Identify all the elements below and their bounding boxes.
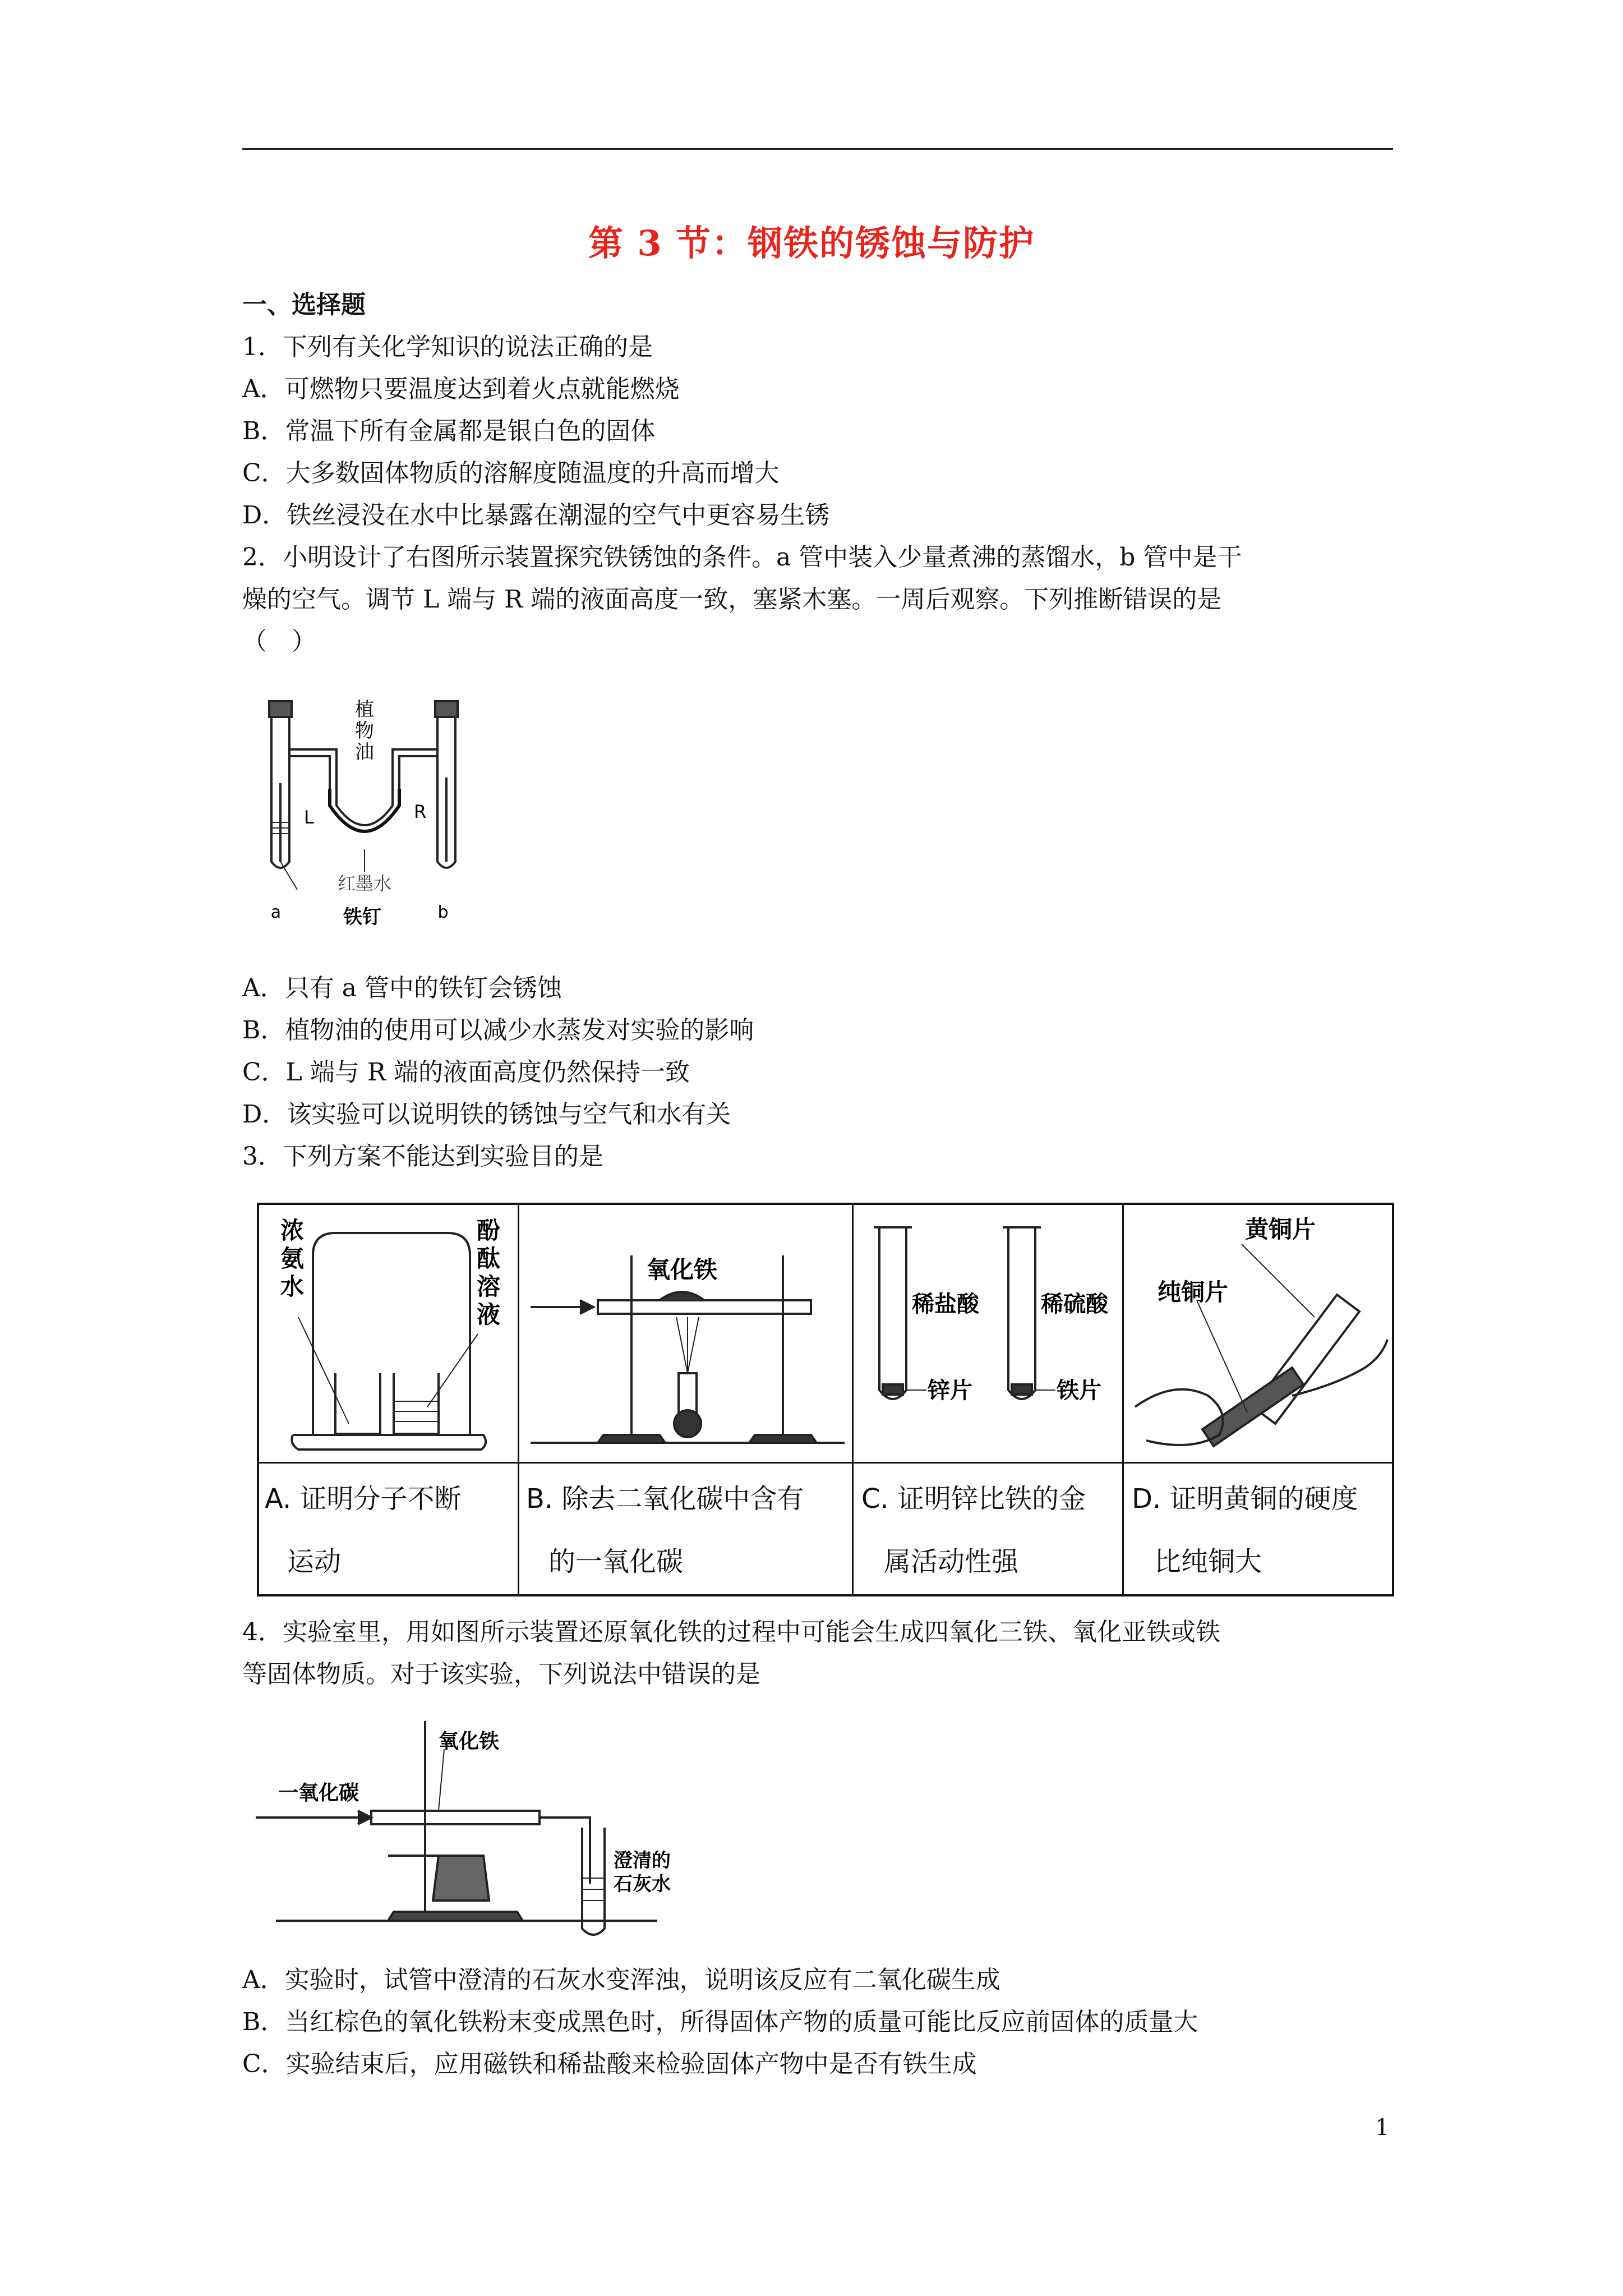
hcl-label: 稀盐酸 <box>912 1291 979 1317</box>
page-number: 1 <box>1375 2115 1390 2141</box>
oil-label-2: 物 <box>355 720 374 742</box>
panel-b-figure <box>519 1205 854 1462</box>
phenol-label-3: 溶 <box>477 1273 501 1300</box>
caption-a-line-2: 运动 <box>287 1546 342 1577</box>
phenol-label-1: 酚 <box>477 1217 501 1244</box>
caption-d-line-2: 比纯铜大 <box>1154 1546 1262 1577</box>
q2-option-c: C．L 端与 R 端的液面高度仍然保持一致 <box>242 1058 690 1087</box>
panel-d-figure <box>1124 1205 1394 1462</box>
oil-label-3: 油 <box>355 741 374 763</box>
caption-b-line-1: B. 除去二氧化碳中含有 <box>526 1483 804 1515</box>
ammonia-label-1: 浓 <box>280 1217 305 1244</box>
q4-option-a: A．实验时，试管中澄清的石灰水变浑浊，说明该反应有二氧化碳生成 <box>242 1966 1000 1994</box>
limewater-label-1: 澄清的 <box>614 1849 671 1872</box>
panel-c-figure <box>854 1205 1124 1462</box>
q1-option-d: D．铁丝浸没在水中比暴露在潮湿的空气中更容易生锈 <box>242 501 830 530</box>
q1-stem: 1．下列有关化学知识的说法正确的是 <box>242 333 653 361</box>
co-label: 一氧化碳 <box>278 1782 359 1805</box>
panel-a-figure <box>259 1205 519 1462</box>
q2-option-a: A．只有 a 管中的铁钉会锈蚀 <box>242 974 562 1002</box>
phenol-label-4: 液 <box>477 1301 501 1328</box>
header-rule <box>242 148 1393 150</box>
nail-label: 铁钉 <box>343 906 381 928</box>
tube-b-label: b <box>437 903 449 922</box>
section-heading: 一、选择题 <box>242 291 366 319</box>
h2so4-label: 稀硫酸 <box>1041 1291 1108 1317</box>
ferric-oxide-label: 氧化铁 <box>646 1256 718 1283</box>
oil-label-1: 植 <box>355 698 374 721</box>
u-tube-figure <box>252 693 488 940</box>
q1-option-b: B．常温下所有金属都是银白色的固体 <box>242 417 656 445</box>
q3-stem: 3．下列方案不能达到实验目的是 <box>242 1142 603 1171</box>
caption-c-line-1: C. 证明锌比铁的金 <box>861 1483 1086 1515</box>
q2-option-b: B．植物油的使用可以减少水蒸发对实验的影响 <box>242 1016 754 1045</box>
label-L: L <box>304 807 314 828</box>
limewater-label-2: 石灰水 <box>614 1873 671 1895</box>
zinc-label: 锌片 <box>928 1378 972 1404</box>
caption-d-line-1: D. 证明黄铜的硬度 <box>1132 1483 1358 1515</box>
q4-stem-line-1: 4．实验室里，用如图所示装置还原氧化铁的过程中可能会生成四氧化三铁、氧化亚铁或铁 <box>242 1618 1220 1646</box>
q4-stem-line-2: 等固体物质。对于该实验，下列说法中错误的是 <box>242 1660 760 1688</box>
q3-options-table <box>257 1203 1394 1596</box>
page-title: 第 3 节：钢铁的锈蚀与防护 <box>588 223 1035 264</box>
fe2o3-label: 氧化铁 <box>439 1730 500 1753</box>
q1-option-a: A．可燃物只要温度达到着火点就能燃烧 <box>242 375 680 403</box>
label-R: R <box>414 801 427 822</box>
iron-label: 铁片 <box>1057 1378 1101 1404</box>
co-reduction-figure <box>253 1715 671 1940</box>
ink-label: 红墨水 <box>337 873 392 894</box>
caption-b-line-2: 的一氧化碳 <box>548 1546 684 1577</box>
q2-stem-line-3: （ ） <box>242 627 316 656</box>
caption-a-line-1: A. 证明分子不断 <box>265 1483 462 1515</box>
copper-label: 纯铜片 <box>1158 1278 1229 1306</box>
table-row-divider <box>259 1462 1392 1464</box>
q2-stem-line-1: 2．小明设计了右图所示装置探究铁锈蚀的条件。a 管中装入少量煮沸的蒸馏水，b 管中是干 <box>242 543 1242 572</box>
ammonia-label-3: 水 <box>280 1273 305 1300</box>
ammonia-label-2: 氨 <box>280 1245 305 1272</box>
q2-option-d: D．该实验可以说明铁的锈蚀与空气和水有关 <box>242 1100 731 1129</box>
phenol-label-2: 酞 <box>477 1245 501 1272</box>
tube-a-label: a <box>270 903 282 922</box>
q1-option-c: C．大多数固体物质的溶解度随温度的升高而增大 <box>242 459 780 487</box>
q4-option-c: C．实验结束后，应用磁铁和稀盐酸来检验固体产物中是否有铁生成 <box>242 2050 977 2078</box>
q2-stem-line-2: 燥的空气。调节 L 端与 R 端的液面高度一致，塞紧木塞。一周后观察。下列推断错误的是 <box>242 585 1222 614</box>
brass-label: 黄铜片 <box>1245 1216 1316 1243</box>
q4-option-b: B．当红棕色的氧化铁粉末变成黑色时，所得固体产物的质量可能比反应前固体的质量大 <box>242 2008 1198 2036</box>
caption-c-line-2: 属活动性强 <box>884 1546 1019 1577</box>
